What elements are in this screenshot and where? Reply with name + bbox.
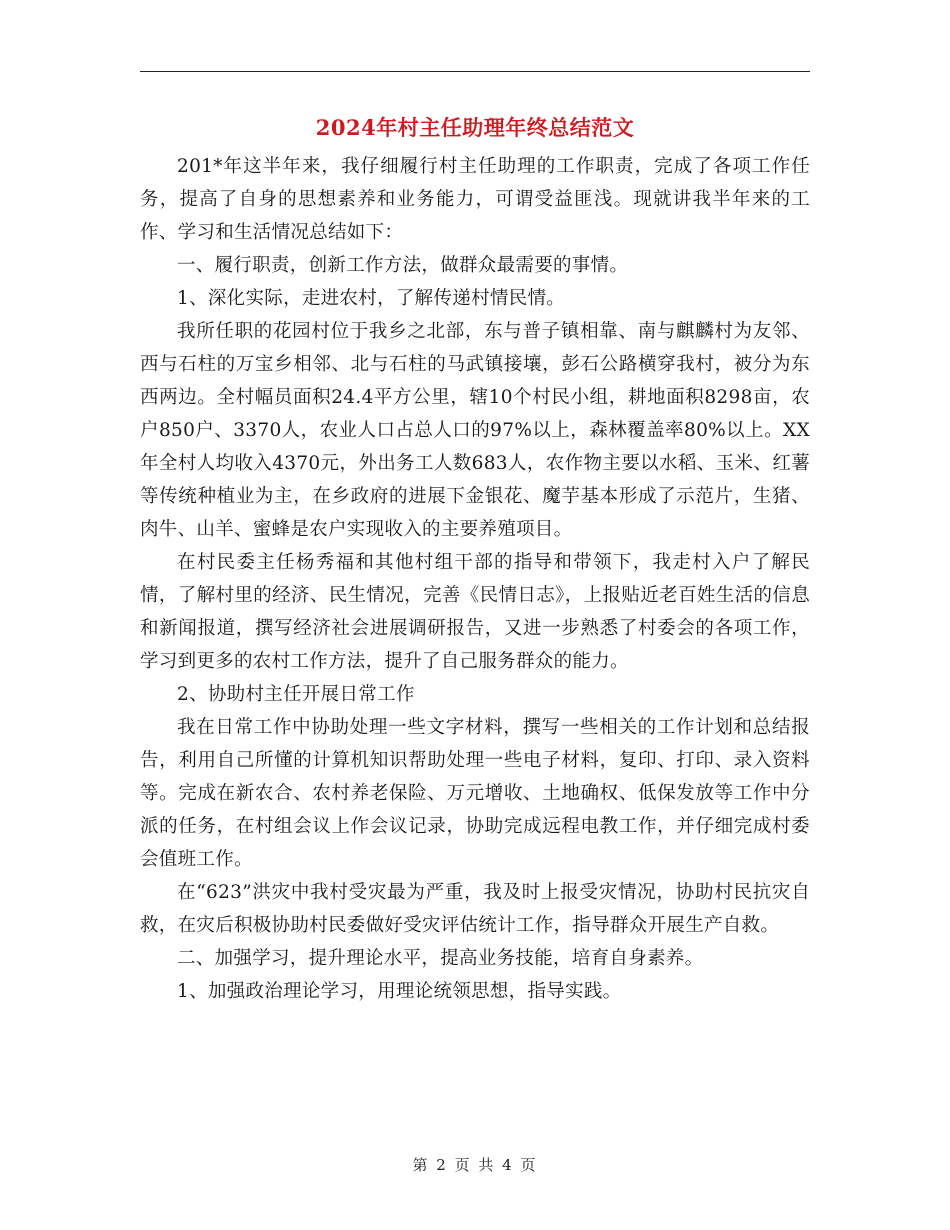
subheading-1-2: 2、协助村主任开展日常工作 xyxy=(177,684,415,705)
paragraph-flood-relief: 在“623”洪灾中我村受灾最为严重，我及时上报受灾情况，协助村民抗灾自救，在灾后积极协助村民委做好受灾评估统计工作，指导群众开展生产自救。 xyxy=(140,882,810,936)
paragraph-village-profile: 我所任职的花园村位于我乡之北部，东与普子镇相靠、南与麒麟村为友邻、西与石柱的万宝乡相邻、北与石柱的马武镇接壤，彭石公路横穿我村，被分为东西两边。全村幅员面积24.4平方公里，辖10个村民小组，耕地面积8298亩，农户850户、3370人，农业人口占总人口的97%以上，森林覆盖率80%以上。XX年全村人均收入4370元，外出务工人数683人，农作物主要以水稻、玉米、红薯等传统种植业为主，在乡政府的进展下金银花、魔芋基本形成了示范片，生猪、肉牛、山羊、蜜蜂是农户实现收入的主要养殖项目。 xyxy=(140,321,810,540)
heading-section-1: 一、履行职责，创新工作方法，做群众最需要的事情。 xyxy=(177,255,629,276)
page-footer: 第 2 页 共 4 页 xyxy=(412,1156,538,1174)
document-body xyxy=(140,150,810,1008)
document-title: 2024年村主任助理年终总结范文 xyxy=(315,115,635,140)
heading-section-2: 二、加强学习，提升理论水平，提高业务技能，培育自身素养。 xyxy=(177,948,704,969)
paragraph-daily-work: 我在日常工作中协助处理一些文字材料，撰写一些相关的工作计划和总结报告，利用自己所懂的计算机知识帮助处理一些电子材料，复印、打印、录入资料等。完成在新农合、农村养老保险、万元增收、土地确权、低保发放等工作中分派的任务，在村组会议上作会议记录，协助完成远程电教工作，并仔细完成村委会值班工作。 xyxy=(140,717,810,870)
header-rule xyxy=(140,71,810,72)
subheading-2-1: 1、加强政治理论学习，用理论统领思想，指导实践。 xyxy=(177,981,622,1002)
subheading-1-1: 1、深化实际，走进农村，了解传递村情民情。 xyxy=(177,288,566,309)
paragraph-intro: 201*年这半年来，我仔细履行村主任助理的工作职责，完成了各项工作任务，提高了自身的思想素养和业务能力，可谓受益匪浅。现就讲我半年来的工作、学习和生活情况总结如下： xyxy=(140,156,810,243)
paragraph-visiting-households: 在村民委主任杨秀福和其他村组干部的指导和带领下，我走村入户了解民情，了解村里的经济、民生情况，完善《民情日志》，上报贴近老百姓生活的信息和新闻报道，撰写经济社会进展调研报告，又进一步熟悉了村委会的各项工作，学习到更多的农村工作方法，提升了自己服务群众的能力。 xyxy=(140,552,810,672)
